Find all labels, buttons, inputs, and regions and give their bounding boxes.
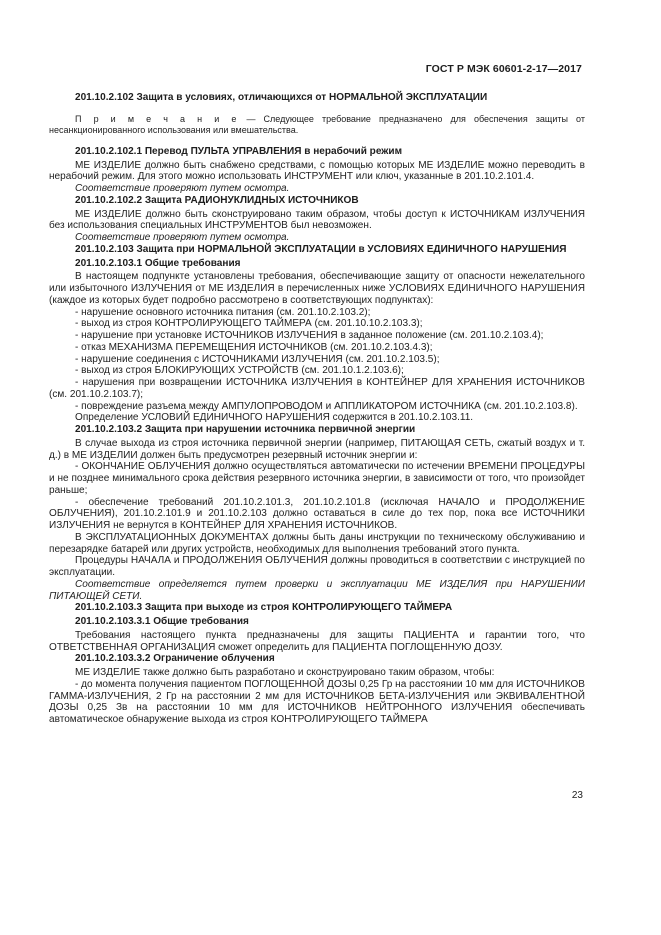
compliance-note: Соответствие проверяют путем осмотра. <box>75 232 290 243</box>
list-item: - нарушение при установке ИСТОЧНИКОВ ИЗЛУЧЕНИЯ в заданное положение (см. 201.10.2.103.4); <box>75 330 544 341</box>
paragraph: Процедуры НАЧАЛА и ПРОДОЛЖЕНИЯ ОБЛУЧЕНИЯ должны проводиться в соответствии с инструкцией по эксплуатации. <box>49 555 585 578</box>
list-item: - выход из строя БЛОКИРУЮЩИХ УСТРОЙСТВ (см. 201.10.1.2.103.6); <box>75 365 404 377</box>
section-heading: 201.10.2.102 Защита в условиях, отличающихся от НОРМАЛЬНОЙ ЭКСПЛУАТАЦИИ <box>75 92 488 103</box>
paragraph: МЕ ИЗДЕЛИЕ также должно быть разработано и сконструировано таким образом, чтобы: <box>75 667 495 678</box>
paragraph: В случае выхода из строя источника первичной энергии (например, ПИТАЮЩАЯ СЕТЬ, сжатый воздух и т. д.) в МЕ ИЗДЕЛИИ должен быть предусмотрен резервный источник энергии и: <box>49 437 585 461</box>
section-heading: 201.10.2.102.2 Защита РАДИОНУКЛИДНЫХ ИСТОЧНИКОВ <box>75 194 359 206</box>
section-heading: 201.10.2.103.2 Защита при нарушении источника первичной энергии <box>75 424 416 435</box>
section-heading: 201.10.2.103.3.1 Общие требования <box>75 616 249 627</box>
list-item: - повреждение разъема между АМПУЛОПРОВОДОМ и АППЛИКАТОРОМ ИСТОЧНИКА (см. 201.10.2.103.8). <box>75 400 578 412</box>
paragraph: В настоящем подпункте установлены требования, обеспечивающие защиту от опасности нежелательного или избыточного ИЗЛУЧЕНИЯ от МЕ ИЗДЕЛИЯ в перечисленных ниже УСЛОВИЯХ ЕДИНИЧНОГО НАРУШЕНИЯ (каждое из которых будет подробно рассмотрено в соответствующих подпунктах): <box>49 271 585 306</box>
document-body <box>49 92 585 726</box>
note-text: — Следующее требование предназначено для обеспечения защиты от несанкционированного использования или вмешательства. <box>49 113 585 135</box>
section-heading: 201.10.2.103.1 Общие требования <box>75 257 241 269</box>
section-heading: 201.10.2.103.3 Защита при выходе из строя КОНТРОЛИРУЮЩЕГО ТАЙМЕРА <box>75 602 453 614</box>
note <box>49 114 585 136</box>
paragraph: Определение УСЛОВИЙ ЕДИНИЧНОГО НАРУШЕНИЯ содержится в 201.10.2.103.11. <box>75 412 474 424</box>
section-heading: 201.10.2.103 Защита при НОРМАЛЬНОЙ ЭКСПЛУАТАЦИИ в УСЛОВИЯХ ЕДИНИЧНОГО НАРУШЕНИЯ <box>75 243 567 255</box>
note-label: П р и м е ч а н и е <box>75 113 239 124</box>
list-item: - обеспечение требований 201.10.2.101.3, 201.10.2.101.8 (исключая НАЧАЛО и ПРОДОЛЖЕНИЕ ОБЛУЧЕНИЯ), 201.10.2.101.9 и 201.10.2.103 должно оставаться в силе до тех пор, пока все ИСТОЧНИКИ ИЗЛУЧЕНИЯ не вернутся в КОНТЕЙНЕР ДЛЯ ХРАНЕНИЯ ИСТОЧНИКОВ. <box>49 496 585 531</box>
document-header: ГОСТ Р МЭК 60601-2-17—2017 <box>425 63 582 75</box>
paragraph: В ЭКСПЛУАТАЦИОННЫХ ДОКУМЕНТАХ должны быть даны инструкции по техническому обслуживанию и перезарядке батарей или других устройств, необходимых для выполнения требований этого пункта. <box>49 531 585 555</box>
paragraph: МЕ ИЗДЕЛИЕ должно быть снабжено средствами, с помощью которых МЕ ИЗДЕЛИЕ можно переводить в нерабочий режим. Для этого можно использовать ИНСТРУМЕНТ или ключ, указанные в 201.10.2.101.4. <box>49 159 585 183</box>
list-item: - нарушение соединения с ИСТОЧНИКАМИ ИЗЛУЧЕНИЯ (см. 201.10.2.103.5); <box>75 353 440 365</box>
list-item: - нарушения при возвращении ИСТОЧНИКА ИЗЛУЧЕНИЯ в КОНТЕЙНЕР ДЛЯ ХРАНЕНИЯ ИСТОЧНИКОВ (см. 201.10.2.103.7); <box>49 377 585 400</box>
list-item: - отказ МЕХАНИЗМА ПЕРЕМЕЩЕНИЯ ИСТОЧНИКОВ (см. 201.10.2.103.4.3); <box>75 341 433 353</box>
list-item: - до момента получения пациентом ПОГЛОЩЕННОЙ ДОЗЫ 0,25 Гр на расстоянии 10 мм для ИСТОЧНИКОВ ГАММА-ИЗЛУЧЕНИЯ, 2 Гр на расстоянии 2 мм для ИСТОЧНИКОВ БЕТА-ИЗЛУЧЕНИЯ или ЭКВИВАЛЕНТНОЙ ДОЗЫ 0,25 Зв на расстоянии 10 мм для ИСТОЧНИКОВ НЕЙТРОННОГО ИЗЛУЧЕНИЯ обеспечивать автоматическое обнаружение выхода из строя КОНТРОЛИРУЮЩЕГО ТАЙМЕРА <box>49 678 585 725</box>
compliance-note: Соответствие определяется путем проверки и эксплуатации МЕ ИЗДЕЛИЯ при НАРУШЕНИИ ПИТАЮЩЕЙ СЕТИ. <box>49 578 585 602</box>
paragraph: Требования настоящего пункта предназначены для защиты ПАЦИЕНТА и гарантии того, что ОТВЕТСТВЕННАЯ ОРГАНИЗАЦИЯ сможет определить для ПАЦИЕНТА ПОГЛОЩЕННУЮ ДОЗУ. <box>49 629 585 653</box>
paragraph: МЕ ИЗДЕЛИЕ должно быть сконструировано таким образом, чтобы доступ к ИСТОЧНИКАМ ИЗЛУЧЕНИЯ без использования специальных ИНСТРУМЕНТОВ был невозможен. <box>49 208 585 232</box>
list-item: - ОКОНЧАНИЕ ОБЛУЧЕНИЯ должно осуществляться автоматически по истечении ВРЕМЕНИ ПРОЦЕДУРЫ и не позднее минимального срока действия резервного источника энергии, в зависимости от того, что произойдет раньше; <box>49 461 585 496</box>
section-heading: 201.10.2.103.3.2 Ограничение облучения <box>75 653 275 665</box>
page-number: 23 <box>571 790 583 801</box>
section-heading: 201.10.2.102.1 Перевод ПУЛЬТА УПРАВЛЕНИЯ в нерабочий режим <box>75 145 403 157</box>
compliance-note: Соответствие проверяют путем осмотра. <box>75 183 290 194</box>
list-item: - выход из строя КОНТРОЛИРУЮЩЕГО ТАЙМЕРА (см. 201.10.10.2.103.3); <box>75 318 423 330</box>
list-item: - нарушение основного источника питания (см. 201.10.2.103.2); <box>75 306 371 318</box>
